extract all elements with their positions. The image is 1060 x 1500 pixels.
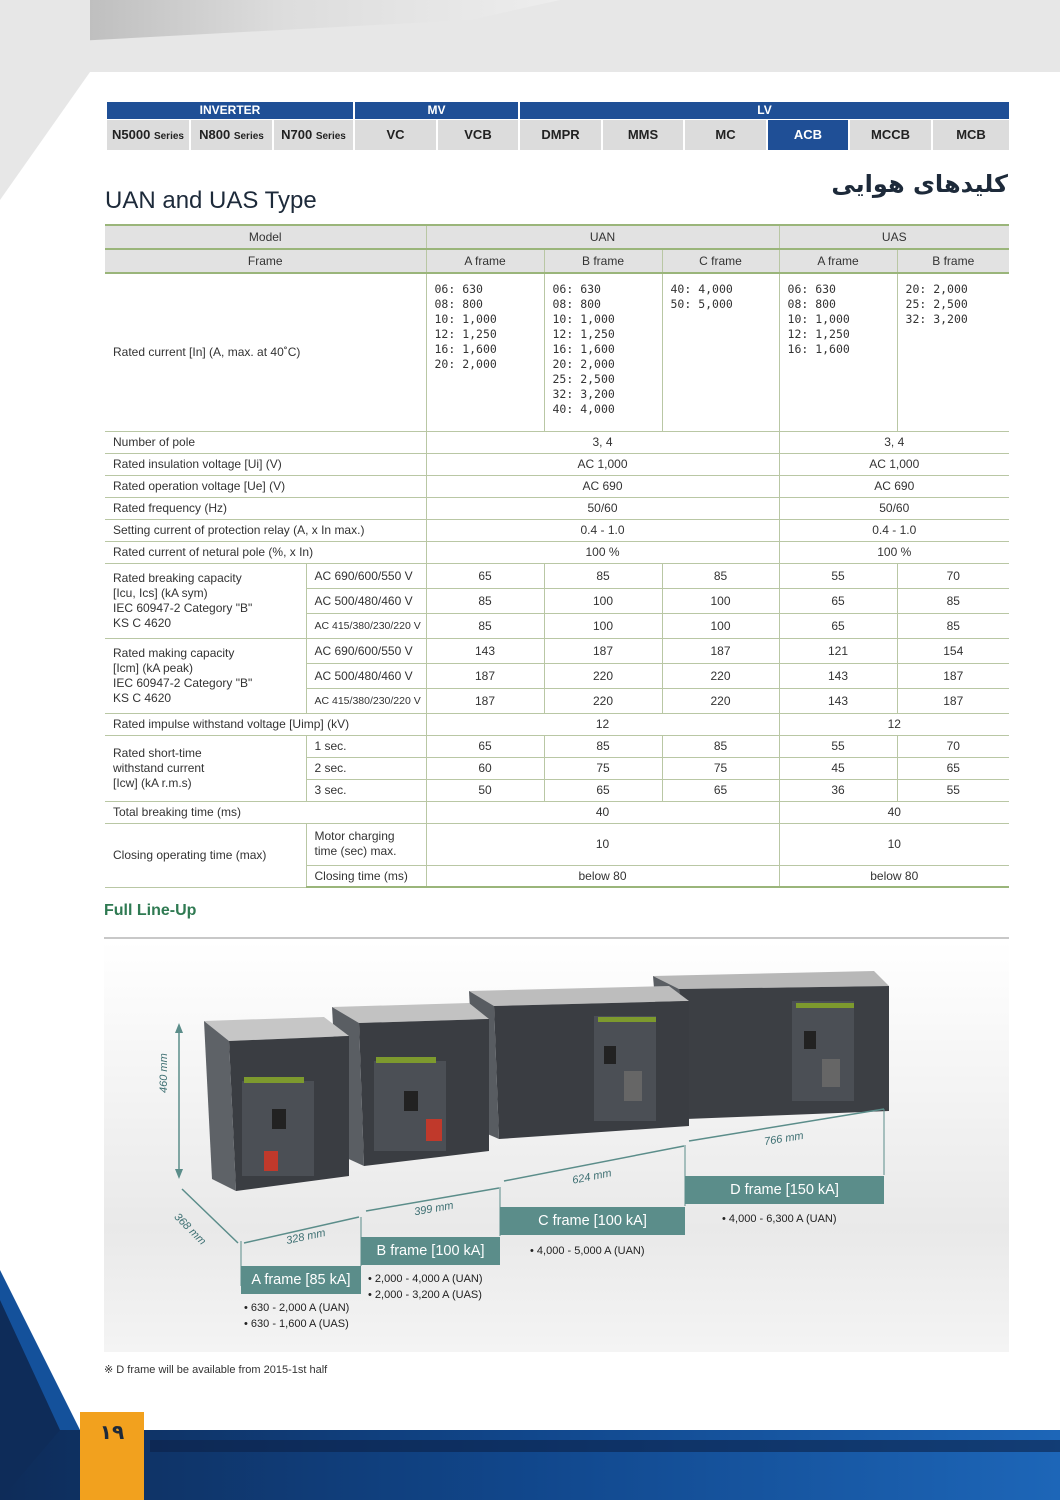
table-cell: below 80	[426, 865, 779, 887]
row-label: Rated operation voltage [Ue] (V)	[105, 475, 426, 497]
table-cell: 100 %	[779, 541, 1009, 563]
table-cell: 187	[897, 688, 1009, 713]
row-label: Rated insulation voltage [Ui] (V)	[105, 453, 426, 475]
table-cell: 143	[779, 688, 897, 713]
frame-spec-a	[244, 1300, 349, 1332]
row-label: Rated short-time withstand current [Icw] (kA r.m.s)	[105, 735, 306, 801]
table-cell: 100 %	[426, 541, 779, 563]
row-label: Rated current of netural pole (%, x In)	[105, 541, 426, 563]
table-cell: 100	[662, 613, 779, 638]
tab-n800-label: N800	[199, 127, 231, 142]
a-width-dimension: 328 mm	[285, 1226, 327, 1248]
frame-tag-c: C frame [100 kA]	[500, 1207, 685, 1235]
table-row	[105, 453, 1009, 475]
table-cell: 70	[897, 563, 1009, 588]
row-label: Rated breaking capacity [Icu, Ics] (kA sym) IEC 60947-2 Category "B" KS C 4620	[105, 563, 306, 638]
table-row-breaking-capacity	[105, 563, 1009, 588]
breaker-illustration	[104, 941, 1009, 1352]
table-cell: 45	[779, 757, 897, 779]
table-row-total-breaking	[105, 801, 1009, 823]
table-cell: 12	[779, 713, 1009, 735]
tab-n800-suffix: Series	[233, 131, 264, 142]
frame-tag-b: B frame [100 kA]	[361, 1237, 500, 1265]
table-cell: 220	[662, 688, 779, 713]
table-cell: AC 690	[426, 475, 779, 497]
table-cell: 65	[426, 563, 544, 588]
table-cell: 0.4 - 1.0	[426, 519, 779, 541]
row-label: Rated impulse withstand voltage [Uimp] (kV)	[105, 713, 426, 735]
tab-n5000-suffix: Series	[153, 131, 184, 142]
tab-mcb[interactable]: MCB	[933, 120, 1009, 150]
duration-label: 2 sec.	[306, 757, 426, 779]
row-label: Rated making capacity [Icm] (kA peak) IEC 60947-2 Category "B" KS C 4620	[105, 638, 306, 713]
table-cell: 06: 630 08: 800 10: 1,000 12: 1,250 16: 1,600 20: 2,000 25: 2,500 32: 3,200 40: 4,000	[544, 273, 662, 431]
table-cell: 143	[779, 663, 897, 688]
product-tab-row	[107, 120, 1009, 150]
table-cell: 220	[662, 663, 779, 688]
tab-vcb[interactable]: VCB	[438, 120, 520, 150]
tab-dmpr[interactable]: DMPR	[520, 120, 603, 150]
table-cell: 60	[426, 757, 544, 779]
page-title: UAN and UAS Type	[105, 187, 317, 214]
spec-table	[105, 224, 1009, 888]
frame-header: Frame	[105, 249, 426, 273]
footnote: ※ D frame will be available from 2015-1st half	[104, 1364, 328, 1376]
table-cell: 0.4 - 1.0	[779, 519, 1009, 541]
group-inverter: INVERTER	[107, 102, 355, 119]
table-row-impulse	[105, 713, 1009, 735]
b-width-dimension: 399 mm	[413, 1199, 455, 1219]
frame-col-header: A frame	[779, 249, 897, 273]
row-label: Number of pole	[105, 431, 426, 453]
row-label: Rated current [In] (A, max. at 40˚C)	[105, 273, 426, 431]
table-row	[105, 431, 1009, 453]
tab-mccb[interactable]: MCCB	[850, 120, 933, 150]
table-cell: 06: 630 08: 800 10: 1,000 12: 1,250 16: 1,600 20: 2,000	[426, 273, 544, 431]
table-cell: 10	[426, 823, 779, 865]
uas-header: UAS	[779, 225, 1009, 249]
table-cell: 55	[897, 779, 1009, 801]
table-cell: 143	[426, 638, 544, 663]
voltage-label: AC 690/600/550 V	[306, 638, 426, 663]
table-cell: 220	[544, 688, 662, 713]
tab-vc[interactable]: VC	[355, 120, 438, 150]
table-row	[105, 497, 1009, 519]
model-header: Model	[105, 225, 426, 249]
frame-spec-b	[368, 1271, 483, 1303]
table-cell: 85	[544, 735, 662, 757]
frame-spec-line: • 630 - 2,000 A (UAN)	[244, 1302, 350, 1314]
table-cell: 50/60	[426, 497, 779, 519]
frame-spec-c	[530, 1243, 645, 1259]
row-label: Setting current of protection relay (A, x In max.)	[105, 519, 426, 541]
row-label: Total breaking time (ms)	[105, 801, 426, 823]
table-cell: 187	[426, 663, 544, 688]
table-cell: 100	[662, 588, 779, 613]
table-cell: AC 1,000	[779, 453, 1009, 475]
tab-acb[interactable]: ACB	[768, 120, 850, 150]
table-cell: 3, 4	[779, 431, 1009, 453]
category-group-row	[107, 102, 1009, 119]
table-cell: 75	[544, 757, 662, 779]
voltage-label: AC 690/600/550 V	[306, 563, 426, 588]
voltage-label: AC 500/480/460 V	[306, 588, 426, 613]
table-cell: 65	[662, 779, 779, 801]
frame-spec-line: • 4,000 - 5,000 A (UAN)	[530, 1245, 645, 1257]
table-cell: 40	[426, 801, 779, 823]
tab-n700-suffix: Series	[315, 131, 346, 142]
frame-col-header: B frame	[544, 249, 662, 273]
table-cell: 85	[662, 563, 779, 588]
voltage-label: AC 415/380/230/220 V	[306, 613, 426, 638]
uan-header: UAN	[426, 225, 779, 249]
breaker-b-frame	[332, 1003, 489, 1166]
table-cell: 85	[662, 735, 779, 757]
table-cell: 85	[544, 563, 662, 588]
row-label: Closing operating time (max)	[105, 823, 306, 887]
table-cell: 187	[426, 688, 544, 713]
tab-mms[interactable]: MMS	[603, 120, 685, 150]
lineup-title: Full Line-Up	[104, 902, 197, 919]
depth-dimension: 368 mm	[171, 1211, 209, 1248]
c-width-dimension: 624 mm	[571, 1167, 613, 1187]
table-cell: 65	[897, 757, 1009, 779]
table-cell: below 80	[779, 865, 1009, 887]
table-row-short-time	[105, 735, 1009, 757]
motor-charging-label: Motor charging time (sec) max.	[306, 823, 426, 865]
table-row	[105, 519, 1009, 541]
group-mv: MV	[355, 102, 520, 119]
table-header-model-row	[105, 225, 1009, 249]
table-cell: 100	[544, 613, 662, 638]
duration-label: 1 sec.	[306, 735, 426, 757]
table-cell: 36	[779, 779, 897, 801]
table-cell: 3, 4	[426, 431, 779, 453]
table-cell: 55	[779, 563, 897, 588]
table-cell: 187	[662, 638, 779, 663]
frame-tag-d: D frame [150 kA]	[685, 1176, 884, 1204]
tab-n700[interactable]	[274, 120, 355, 150]
table-cell: AC 690	[779, 475, 1009, 497]
frame-spec-line: • 630 - 1,600 A (UAS)	[244, 1318, 349, 1330]
table-header-frame-row	[105, 249, 1009, 273]
frame-col-header: C frame	[662, 249, 779, 273]
duration-label: 3 sec.	[306, 779, 426, 801]
table-cell: 50	[426, 779, 544, 801]
table-row-rated-current	[105, 273, 1009, 431]
table-cell: 12	[426, 713, 779, 735]
table-cell: 154	[897, 638, 1009, 663]
height-dimension: 460 mm	[158, 1053, 170, 1093]
voltage-label: AC 500/480/460 V	[306, 663, 426, 688]
closing-time-label: Closing time (ms)	[306, 865, 426, 887]
table-cell: 50/60	[779, 497, 1009, 519]
frame-spec-d	[722, 1211, 837, 1227]
tab-n700-label: N700	[281, 127, 313, 142]
table-cell: 187	[897, 663, 1009, 688]
table-cell: 40	[779, 801, 1009, 823]
table-cell: AC 1,000	[426, 453, 779, 475]
frame-tag-a: A frame [85 kA]	[241, 1266, 361, 1294]
frame-spec-line: • 2,000 - 3,200 A (UAS)	[368, 1289, 482, 1301]
table-cell: 55	[779, 735, 897, 757]
table-cell: 65	[779, 613, 897, 638]
frame-col-header: B frame	[897, 249, 1009, 273]
table-cell: 100	[544, 588, 662, 613]
page-number: ۱۹	[80, 1412, 144, 1500]
tab-n800[interactable]	[191, 120, 274, 150]
voltage-label: AC 415/380/230/220 V	[306, 688, 426, 713]
frame-col-header: A frame	[426, 249, 544, 273]
table-row	[105, 541, 1009, 563]
d-width-dimension: 766 mm	[763, 1129, 805, 1149]
table-cell: 06: 630 08: 800 10: 1,000 12: 1,250 16: 1,600	[779, 273, 897, 431]
frame-spec-line: • 4,000 - 6,300 A (UAN)	[722, 1213, 837, 1225]
divider	[104, 937, 1009, 939]
page-title-persian: کلیدهای هوایی	[831, 170, 1008, 198]
table-cell: 85	[426, 613, 544, 638]
breaker-c-frame	[469, 986, 689, 1139]
table-cell: 10	[779, 823, 1009, 865]
table-cell: 85	[897, 613, 1009, 638]
table-row-closing	[105, 823, 1009, 865]
table-cell: 65	[544, 779, 662, 801]
table-cell: 85	[897, 588, 1009, 613]
lineup-panel	[104, 941, 1009, 1352]
tab-n5000[interactable]	[107, 120, 191, 150]
table-cell: 20: 2,000 25: 2,500 32: 3,200	[897, 273, 1009, 431]
table-cell: 75	[662, 757, 779, 779]
group-lv: LV	[520, 102, 1009, 119]
tab-mc[interactable]: MC	[685, 120, 768, 150]
tab-n5000-label: N5000	[112, 127, 151, 142]
table-cell: 187	[544, 638, 662, 663]
table-cell: 70	[897, 735, 1009, 757]
table-cell: 40: 4,000 50: 5,000	[662, 273, 779, 431]
table-cell: 121	[779, 638, 897, 663]
table-row-making-capacity	[105, 638, 1009, 663]
table-cell: 65	[779, 588, 897, 613]
table-cell: 85	[426, 588, 544, 613]
table-cell: 220	[544, 663, 662, 688]
table-cell: 65	[426, 735, 544, 757]
frame-spec-line: • 2,000 - 4,000 A (UAN)	[368, 1273, 483, 1285]
breaker-a-frame	[204, 1017, 349, 1191]
category-nav	[107, 102, 1009, 150]
table-row	[105, 475, 1009, 497]
row-label: Rated frequency (Hz)	[105, 497, 426, 519]
